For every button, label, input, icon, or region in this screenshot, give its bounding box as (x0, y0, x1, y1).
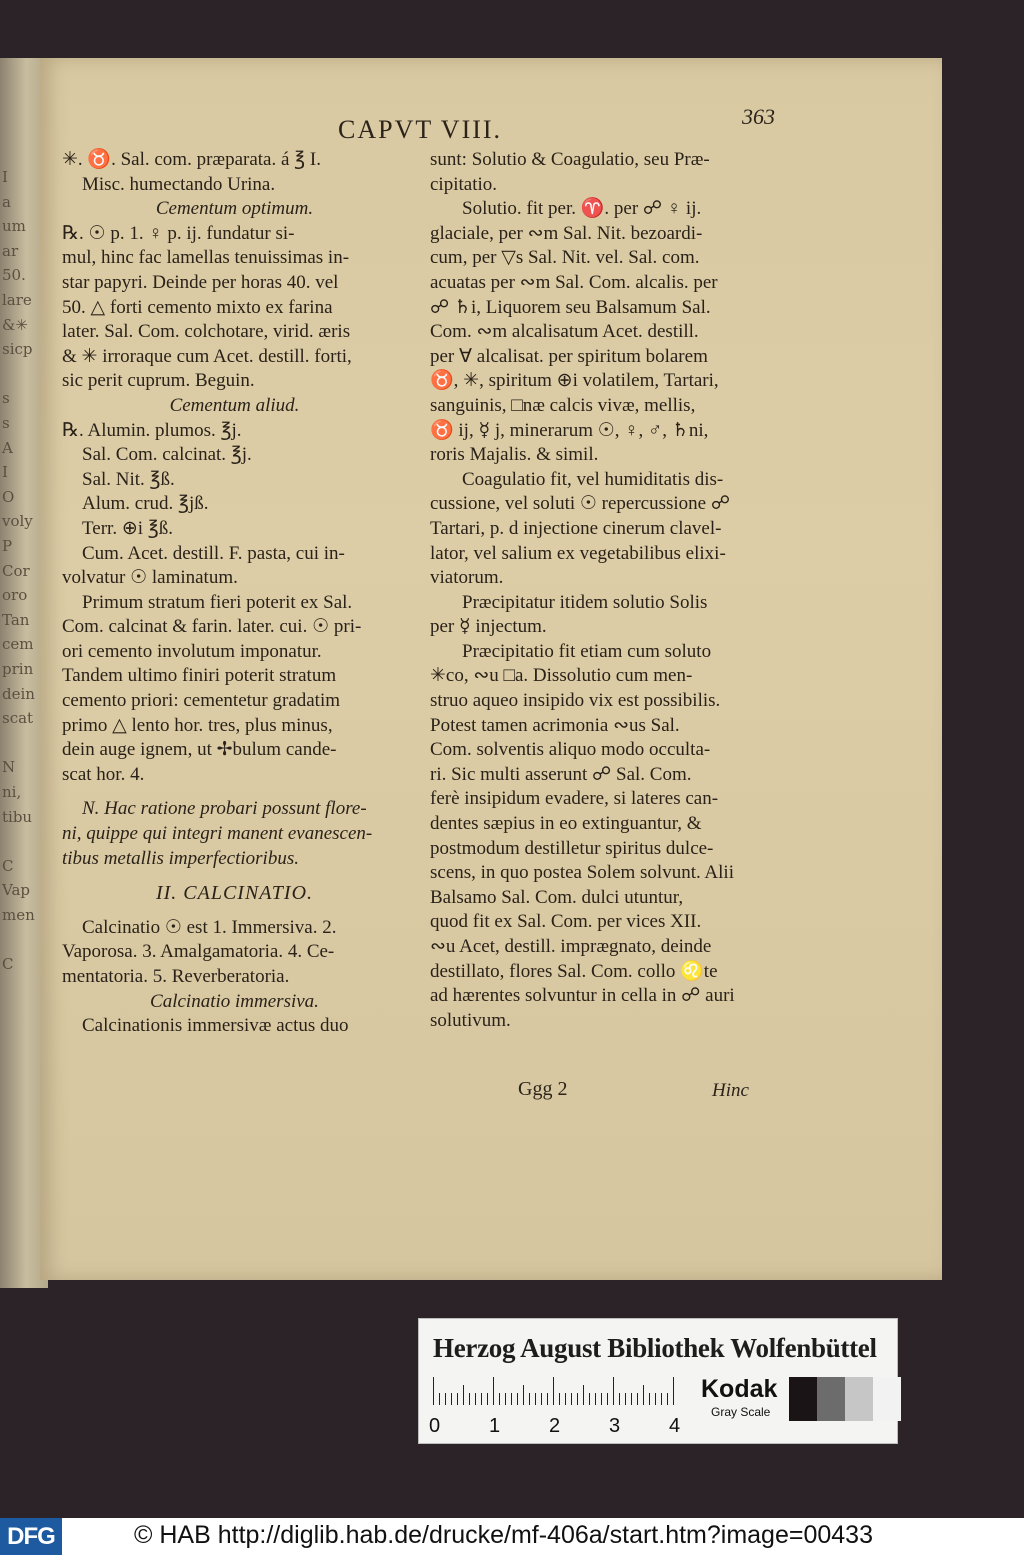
text-line: solutivum. (430, 1009, 511, 1031)
ruler-tick (583, 1385, 584, 1405)
text-line: ♉, ✳, spiritum ⊕i volatilem, Tartari, (430, 370, 719, 392)
ruler-tick (481, 1393, 482, 1405)
prev-page-fragment: &✳ (2, 315, 28, 334)
text-line: cussione, vel soluti ☉ repercussione ☍ (430, 493, 731, 515)
running-head: CAPVT VIII. (338, 115, 503, 144)
text-line (62, 906, 407, 916)
ruler-tick (535, 1393, 536, 1405)
text-line (62, 787, 407, 797)
text-line: sic perit cuprum. Beguin. (62, 370, 255, 392)
ruler-tick (445, 1393, 446, 1405)
ruler-tick (655, 1393, 656, 1405)
text-line: struo aqueo insipido vix est possibilis. (430, 690, 721, 712)
text-line: N. Hac ratione probari possunt flore- (82, 798, 367, 820)
text-line: later. Sal. Com. colchotare, virid. æris (62, 321, 351, 343)
right-text-column (430, 148, 782, 1033)
prev-page-fragment: men (2, 906, 35, 924)
text-line: Primum stratum fieri poterit ex Sal. (82, 591, 353, 613)
ruler-tick (589, 1393, 590, 1405)
text-line: cipitatio. (430, 173, 498, 195)
prev-page-fragment: lare (2, 291, 32, 309)
text-line: Com. ∾m alcalisatum Acet. destill. (430, 321, 699, 343)
gray-patch (873, 1377, 901, 1421)
prev-page-fragment: A (2, 438, 13, 457)
ruler-tick (457, 1393, 458, 1405)
text-line: mentatoria. 5. Reverberatoria. (62, 966, 290, 987)
text-line: ✳co, ∾u □a. Dissolutio cum men- (430, 665, 693, 687)
prev-page-fragment: um (2, 217, 26, 236)
prev-page-fragment: a (2, 192, 11, 211)
text-line: ☍ ♄i, Liquorem seu Balsamum Sal. (430, 296, 711, 318)
text-line: ∾u Acet, destill. imprægnato, deinde (430, 936, 712, 957)
ruler-tick (529, 1393, 530, 1405)
text-line: cemento priori: cementetur gradatim (62, 690, 341, 712)
ruler-tick (469, 1393, 470, 1405)
text-line: per ☿ injectum. (430, 616, 547, 638)
text-line: postmodum destilletur spiritus dulce- (430, 837, 714, 859)
text-line: Terr. ⊕i ℥ß. (82, 517, 173, 539)
page-number: 363 (742, 104, 775, 129)
text-line: II. CALCINATIO. (155, 882, 314, 905)
book-page (40, 58, 942, 1280)
ruler-tick (601, 1393, 602, 1405)
ruler-number: 0 (429, 1415, 441, 1437)
text-line: acuatas per ∾m Sal. Com. alcalis. per (430, 271, 718, 293)
ruler-tick (613, 1377, 614, 1405)
text-line: primo △ lento hor. tres, plus minus, (62, 714, 333, 736)
copyright-link[interactable]: © HAB http://diglib.hab.de/drucke/mf-406a/start.htm?image=00433 (134, 1521, 873, 1549)
gray-patch (817, 1377, 845, 1421)
kodak-logo: Kodak (701, 1375, 778, 1403)
text-line: ♉ ij, ☿ j, minerarum ☉, ♀, ♂, ♄ni, (430, 419, 709, 441)
prev-page-fragment: ar (2, 241, 19, 260)
text-line: quod fit ex Sal. Com. per vices XII. (430, 911, 702, 933)
prev-page-fragment: C (2, 856, 14, 875)
ruler-tick (505, 1393, 506, 1405)
text-line: Tartari, p. d injectione cinerum clavel- (430, 517, 722, 539)
text-line: ℞. Alumin. plumos. ℥j. (62, 419, 242, 441)
ruler-number: 1 (489, 1415, 501, 1437)
prev-page-fragment: prin (2, 660, 34, 678)
gray-patch (789, 1377, 817, 1421)
text-line: Præcipitatur itidem solutio Solis (462, 591, 708, 613)
text-line: cum, per ▽s Sal. Nit. vel. Sal. com. (430, 247, 700, 269)
library-name: Herzog August Bibliothek Wolfenbüttel (433, 1333, 877, 1363)
gray-patch (845, 1377, 873, 1421)
text-line: ferè insipidum evadere, si lateres can- (430, 788, 719, 810)
ruler-tick (463, 1385, 464, 1405)
prev-page-fragment: dein (2, 684, 35, 703)
ruler-tick (493, 1377, 494, 1405)
left-text-column (62, 148, 407, 1039)
ruler-tick (517, 1393, 518, 1405)
text-line: 50. △ forti cemento mixto ex farina (62, 296, 333, 318)
ruler-tick (643, 1385, 644, 1405)
ruler-tick (619, 1393, 620, 1405)
text-line: ori cemento involutum imponatur. (62, 640, 322, 662)
prev-page-fragment: Vap (2, 881, 31, 900)
prev-page-fragment: O (2, 487, 15, 506)
text-line: Potest tamen acrimonia ∾us Sal. (430, 714, 680, 736)
text-line: ℞. ☉ p. 1. ♀ p. ij. fundatur si- (62, 222, 295, 244)
ruler-tick (541, 1393, 542, 1405)
gray-scale-label: Gray Scale (711, 1405, 771, 1419)
text-line: Calcinationis immersivæ actus duo (82, 1015, 349, 1037)
text-line: volvatur ☉ laminatum. (62, 567, 238, 589)
text-line: roris Majalis. & simil. (430, 444, 599, 466)
text-line: ad hærentes solvuntur in cella in ☍ auri (430, 985, 735, 1007)
text-line: Calcinatio ☉ est 1. Immersiva. 2. (82, 916, 337, 938)
ruler-tick (661, 1393, 662, 1405)
dfg-logo: DFG (0, 1518, 62, 1555)
text-line (62, 871, 407, 881)
text-line: per ∀ alcalisat. per spiritum bolarem (430, 345, 708, 367)
ruler-tick (553, 1377, 554, 1405)
text-line: Cementum aliud. (169, 394, 300, 416)
text-line: sunt: Solutio & Coagulatio, seu Præ- (430, 149, 710, 170)
text-line: Com. calcinat & farin. later. cui. ☉ pri- (62, 616, 362, 638)
text-line: Tandem ultimo finiri poterit stratum (62, 665, 337, 687)
prev-page-fragment: oro (2, 586, 28, 605)
text-line: Cementum optimum. (155, 198, 314, 220)
prev-page-fragment: sicp (2, 340, 33, 359)
prev-page-fragment: voly (2, 512, 33, 531)
ruler-tick (625, 1393, 626, 1405)
text-line: viatorum. (430, 567, 504, 589)
prev-page-fragment: s (2, 414, 10, 432)
catchword: Hinc (712, 1080, 749, 1101)
text-line: ri. Sic multi asserunt ☍ Sal. Com. (430, 763, 692, 785)
text-line: dentes sæpius in eo extinguantur, & (430, 813, 702, 835)
ruler-tick (439, 1393, 440, 1405)
text-line: Misc. humectando Urina. (82, 173, 276, 195)
prev-page-fragment: s (2, 389, 10, 408)
text-line: glaciale, per ∾m Sal. Nit. bezoardi- (430, 222, 703, 244)
text-line: star papyri. Deinde per horas 40. vel (62, 271, 339, 293)
prev-page-fragment: P (2, 537, 13, 555)
text-line: dein auge ignem, ut ✢bulum cande- (62, 739, 337, 761)
text-line: scens, in quo postea Solem solvunt. Alii (430, 862, 734, 884)
ruler-tick (631, 1393, 632, 1405)
ruler-tick (595, 1393, 596, 1405)
ruler-tick (673, 1377, 674, 1405)
text-line: destillato, flores Sal. Com. collo ♌te (430, 960, 718, 982)
prev-page-fragment: N (2, 758, 16, 777)
ruler-tick (451, 1393, 452, 1405)
prev-page-fragment: ni, (2, 783, 22, 801)
prev-page-fragment: Tan (2, 610, 30, 629)
ruler-tick (523, 1385, 524, 1405)
text-line: ni, quippe qui integri manent evanescen- (62, 823, 373, 845)
text-line: Præcipitatio fit etiam cum soluto (462, 640, 712, 662)
text-line: & ✳ irroraque cum Acet. destill. forti, (62, 345, 352, 367)
text-line: scat hor. 4. (62, 763, 145, 785)
ruler-tick (565, 1393, 566, 1405)
text-line: Com. solventis aliquo modo occulta- (430, 739, 711, 761)
ruler-tick (637, 1393, 638, 1405)
prev-page-fragment: I (2, 463, 8, 482)
text-line: mul, hinc fac lamellas tenuissimas in- (62, 247, 350, 269)
text-line: Calcinatio immersiva. (150, 990, 319, 1012)
ruler-tick (499, 1393, 500, 1405)
color-target-card (418, 1318, 898, 1444)
text-line: lator, vel salium ex vegetabilibus elixi- (430, 542, 726, 564)
ruler-tick (667, 1393, 668, 1405)
ruler-tick (577, 1393, 578, 1405)
text-line: Vaporosa. 3. Amalgamatoria. 4. Ce- (62, 941, 335, 963)
text-line: Balsamo Sal. Com. dulci utuntur, (430, 886, 684, 908)
prev-page-fragment: I (2, 168, 8, 186)
ruler-tick (571, 1393, 572, 1405)
text-line: Alum. crud. ℥jß. (82, 493, 209, 515)
text-line: Cum. Acet. destill. F. pasta, cui in- (82, 542, 345, 564)
ruler-tick (649, 1393, 650, 1405)
ruler-number: 3 (609, 1415, 621, 1437)
text-line: Coagulatio fit, vel humiditatis dis- (462, 468, 724, 490)
prev-page-fragment: C (2, 955, 14, 974)
footer-bar (0, 1518, 1024, 1555)
prev-page-fragment: Cor (2, 561, 30, 580)
ruler-number: 2 (549, 1415, 561, 1437)
prev-page-fragment: 50. (2, 266, 26, 285)
prev-page-fragment: tibu (2, 807, 33, 826)
measurement-ruler (433, 1377, 683, 1405)
ruler-number: 4 (669, 1415, 681, 1437)
ruler-tick (433, 1377, 434, 1405)
text-line: Sal. Nit. ℥ß. (82, 468, 175, 490)
ruler-tick (607, 1393, 608, 1405)
signature-mark: Ggg 2 (518, 1078, 568, 1100)
text-line: ✳. ♉. Sal. com. præparata. á ℥ I. (62, 149, 321, 170)
text-line: Solutio. fit per. ♈. per ☍ ♀ ij. (462, 198, 702, 220)
text-line: sanguinis, □næ calcis vivæ, mellis, (430, 394, 696, 416)
text-line: tibus metallis imperfectioribus. (62, 847, 299, 869)
ruler-tick (559, 1393, 560, 1405)
ruler-tick (547, 1393, 548, 1405)
ruler-tick (487, 1393, 488, 1405)
prev-page-fragment: scat (2, 709, 34, 728)
ruler-tick (511, 1393, 512, 1405)
prev-page-fragment: cem (2, 635, 34, 654)
text-line: Sal. Com. calcinat. ℥j. (82, 444, 252, 466)
ruler-tick (475, 1393, 476, 1405)
